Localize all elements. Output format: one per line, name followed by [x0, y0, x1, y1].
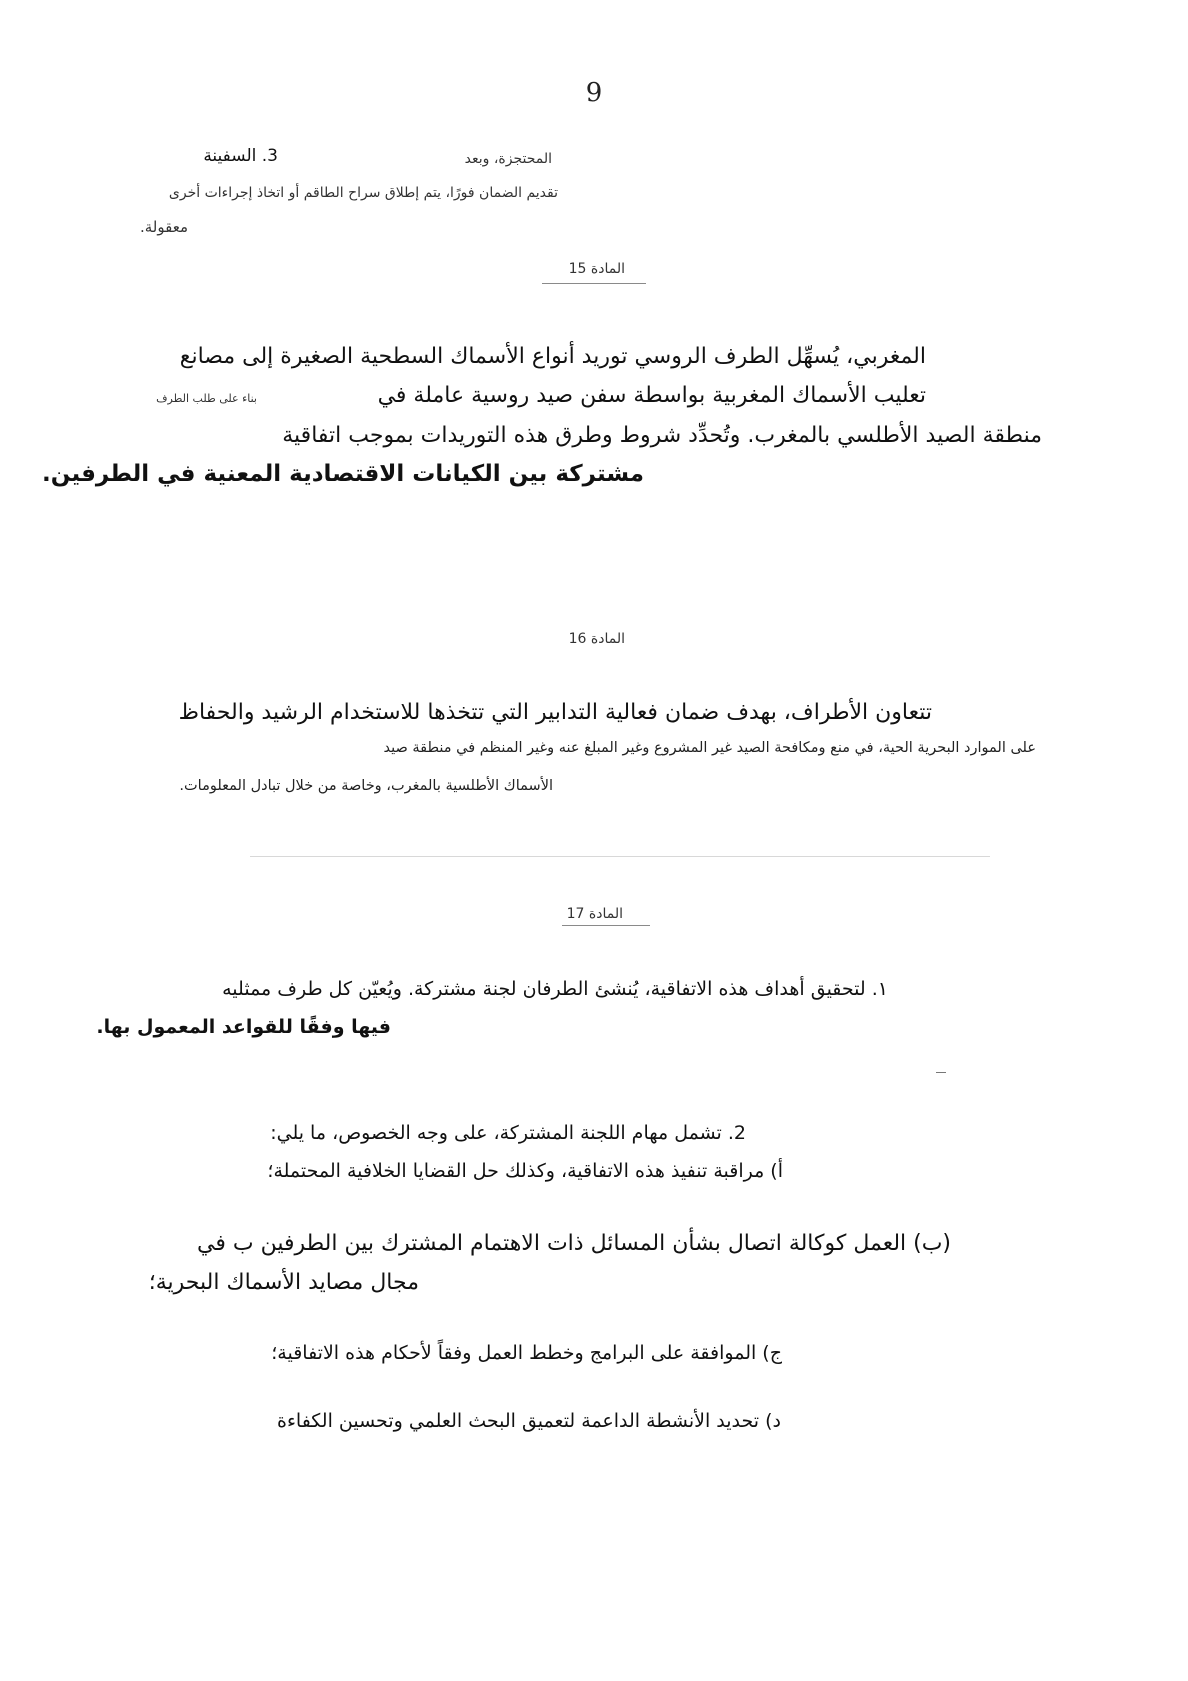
item3-line3: معقولة. [140, 218, 188, 236]
article17-item-b-line2: مجال مصايد الأسماك البحرية؛ [148, 1270, 419, 1295]
article16-line2: على الموارد البحرية الحية، في منع ومكافحة الصيد غير المشروع وغير المبلغ عنه وغير المنظم في منطقة صيد [383, 740, 1036, 756]
item3-line2: تقديم الضمان فورًا، يتم إطلاق سراح الطاقم أو اتخاذ إجراءات أخرى [168, 185, 558, 201]
article15-heading-underline [542, 283, 646, 284]
item3-line1-part: المحتجزة، وبعد [464, 151, 552, 167]
article17-heading: المادة 17 [566, 906, 623, 922]
article17-item-a: أ) مراقبة تنفيذ هذه الاتفاقية، وكذلك حل القضايا الخلافية المحتملة؛ [267, 1160, 783, 1182]
page-number: 9 [585, 78, 603, 108]
article15-line1: المغربي، يُسهِّل الطرف الروسي توريد أنواع الأسماك السطحية الصغيرة إلى مصانع [179, 344, 926, 369]
article17-item-b-line1: (ب) العمل كوكالة اتصال بشأن المسائل ذات الاهتمام المشترك بين الطرفين ب في [197, 1231, 951, 1256]
article16-line1: تتعاون الأطراف، بهدف ضمان فعالية التدابير التي تتخذها للاستخدام الرشيد والحفاظ [178, 700, 932, 725]
article16-heading: المادة 16 [568, 631, 625, 647]
item3-label: 3. السفينة [203, 146, 278, 166]
article15-line2-small: بناء على طلب الطرف [156, 392, 257, 405]
article17-heading-underline [562, 925, 650, 926]
scan-dash [936, 1072, 946, 1073]
article17-p2-intro: 2. تشمل مهام اللجنة المشتركة، على وجه الخصوص، ما يلي: [270, 1122, 746, 1144]
article15-line4: مشتركة بين الكيانات الاقتصادية المعنية في الطرفين. [42, 461, 644, 487]
scan-artifact [250, 856, 990, 857]
article17-p1-line1: ١. لتحقيق أهداف هذه الاتفاقية، يُنشئ الطرفان لجنة مشتركة. ويُعيّن كل طرف ممثليه [222, 978, 888, 1000]
article16-line3: الأسماك الأطلسية بالمغرب، وخاصة من خلال تبادل المعلومات. [179, 778, 553, 794]
article17-p1-line2: فيها وفقًا للقواعد المعمول بها. [96, 1016, 391, 1038]
article17-item-d: د) تحديد الأنشطة الداعمة لتعميق البحث العلمي وتحسين الكفاءة [277, 1410, 781, 1432]
article17-item-c: ج) الموافقة على البرامج وخطط العمل وفقاً لأحكام هذه الاتفاقية؛ [271, 1342, 782, 1364]
article15-line3: منطقة الصيد الأطلسي بالمغرب. وتُحدِّد شروط وطرق هذه التوريدات بموجب اتفاقية [282, 423, 1042, 448]
article15-heading: المادة 15 [568, 261, 625, 277]
article15-line2: تعليب الأسماك المغربية بواسطة سفن صيد روسية عاملة في [377, 383, 926, 408]
